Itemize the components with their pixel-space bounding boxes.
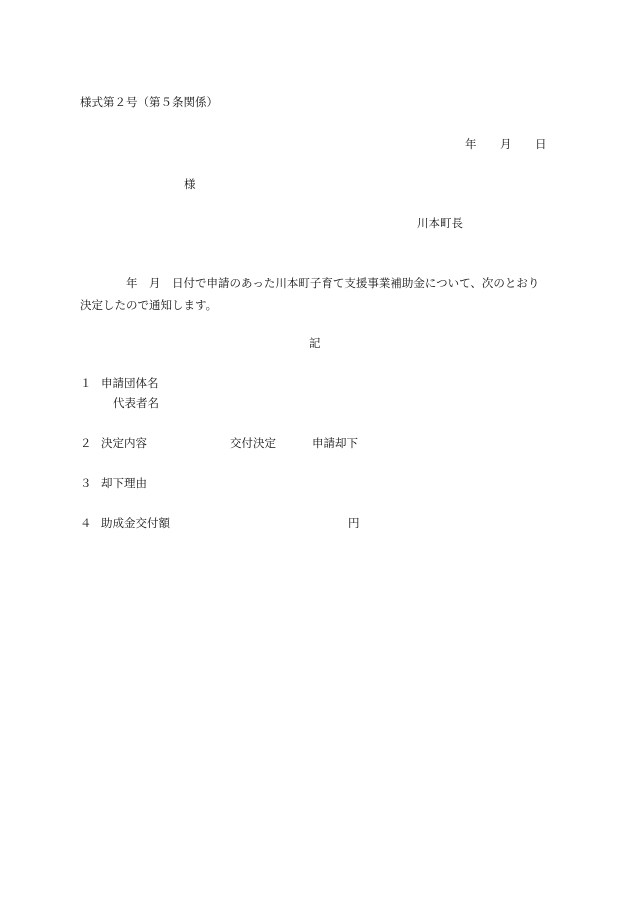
item-label: 却下理由 bbox=[101, 476, 147, 490]
date-month-label: 月 bbox=[500, 137, 512, 151]
item-number: ２ bbox=[80, 436, 92, 450]
item-label: 申請団体名 bbox=[101, 376, 159, 390]
item-sub-label: 代表者名 bbox=[113, 396, 159, 410]
notice-body-line-2: 決定したので通知します。 bbox=[80, 298, 218, 312]
decision-option-grant: 交付決定 bbox=[230, 436, 276, 450]
notice-body-line-1: 年 月 日付で申請のあった川本町子育て支援事業補助金について、次のとおり bbox=[126, 276, 540, 290]
item-number: ３ bbox=[80, 476, 92, 490]
sender-name: 川本町長 bbox=[417, 216, 463, 230]
item-applicant bbox=[0, 378, 630, 418]
item-label: 助成金交付額 bbox=[101, 516, 170, 530]
ki-heading: 記 bbox=[309, 336, 321, 350]
date-year-label: 年 bbox=[465, 137, 477, 151]
item-number: ４ bbox=[80, 516, 92, 530]
amount-unit: 円 bbox=[348, 516, 360, 530]
decision-option-reject: 申請却下 bbox=[312, 436, 358, 450]
addressee-suffix: 様 bbox=[184, 177, 196, 191]
item-label: 決定内容 bbox=[101, 436, 147, 450]
item-reject-reason bbox=[0, 478, 630, 494]
item-decision bbox=[0, 438, 630, 454]
item-number: １ bbox=[80, 376, 92, 390]
item-grant-amount bbox=[0, 518, 630, 534]
date-day-label: 日 bbox=[535, 137, 547, 151]
form-number: 様式第２号（第５条関係） bbox=[80, 95, 218, 109]
